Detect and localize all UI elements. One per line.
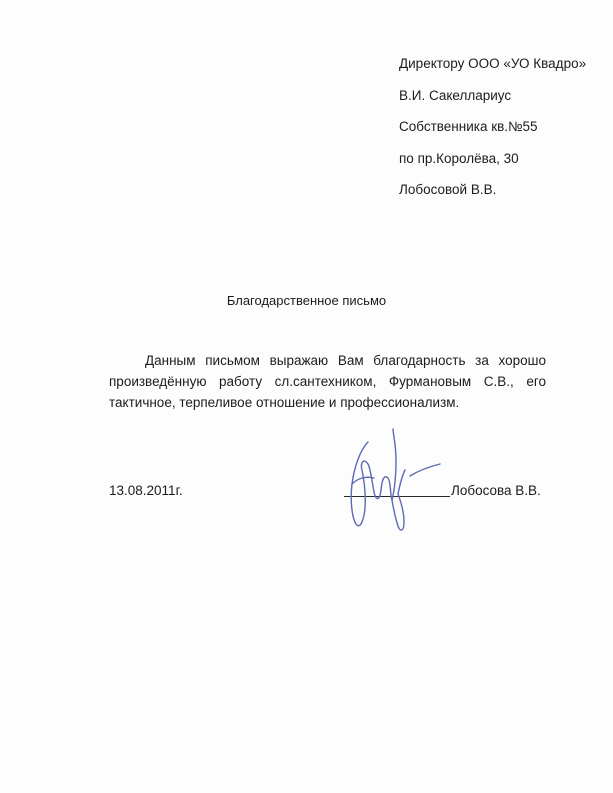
addressee-block	[399, 55, 599, 213]
handwritten-signature	[338, 420, 448, 535]
addressee-director-name: В.И. Сакеллариус	[399, 87, 512, 103]
sender-address: по пр.Королёва, 30	[399, 150, 519, 166]
sender-apartment: Собственника кв.№55	[399, 119, 538, 134]
addressee-director: Директору ООО «УО Квадро»	[399, 56, 587, 71]
sender-name: Лобосовой В.В.	[399, 182, 497, 197]
letter-body: Данным письмом выражаю Вам благодарность за хорошо произведённую работу сл.сантехником, Фурмановым С.В., его тактичное, терпеливое отношение и профессионализм.	[109, 353, 546, 410]
document-title: Благодарственное письмо	[226, 293, 387, 308]
letter-date: 13.08.2011г.	[109, 483, 183, 498]
signer-name: Лобосова В.В.	[451, 483, 541, 498]
